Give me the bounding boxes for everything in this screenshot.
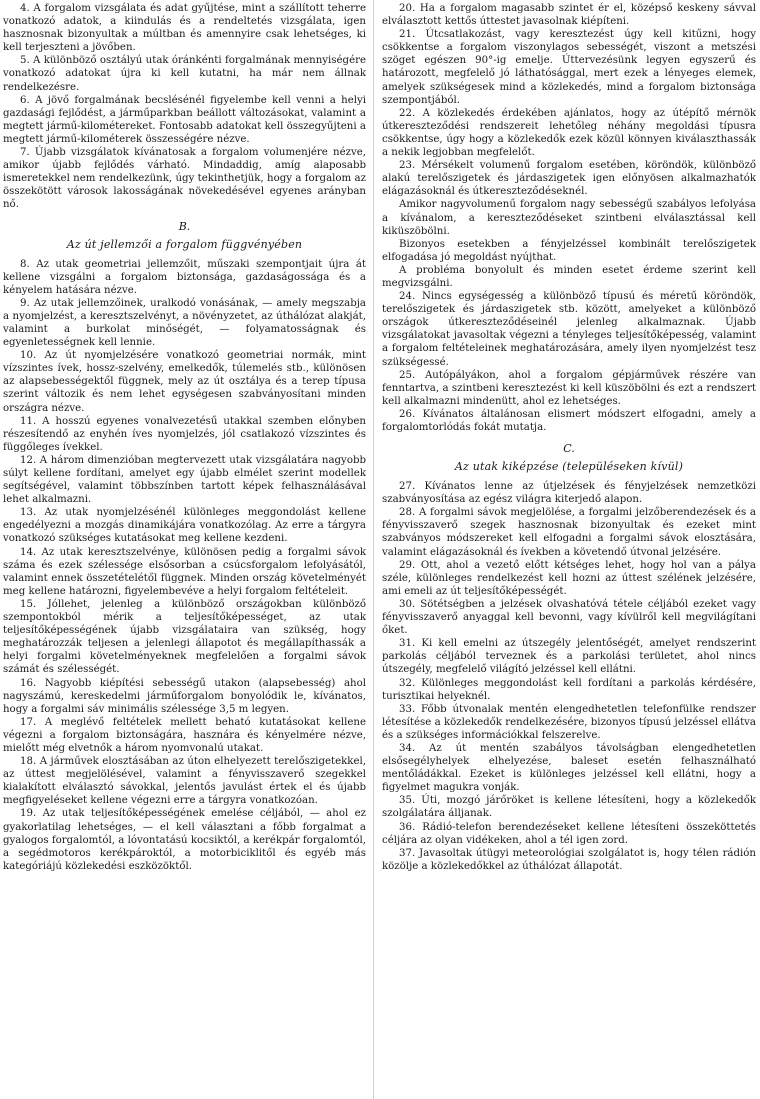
paragraph: 30. Sötétségben a jelzések olvashatóvá tétele céljából ezeket vagy fényvisszaverő anyaggal kell bevonni, vagy kívülről kell megvilágítani őket.	[382, 598, 756, 637]
paragraph: Amikor nagyvolumenű forgalom nagy sebességű szabályos lefolyása a kívánalom, a kereszteződéseket szintbeni elválasztással kell kiküszöbölni.	[382, 199, 756, 237]
paragraph: 12. A három dimenzióban megtervezett utak vizsgálatára nagyobb súlyt kellene fordítani, amelyet egy újabb elmélet szerint modellek segítségével, valamint többszínben tartott képek felhasználásával lehet alkalmazni.	[3, 454, 366, 506]
paragraph: 20. Ha a forgalom magasabb szintet ér el, középső keskeny sávval elválasztott kettős úttestet javasolnak kiépíteni.	[382, 3, 756, 28]
paragraph: 28. A forgalmi sávok megjelölése, a forgalmi jelzőberendezések és a fényvisszaverő szegek hasznosnak bizonyultak és ezeket mint szabványos módszereket kell elfogadni a forgalmi sávok elosztására, valamint elágazásoknál és ívekben a követendő útvonal jelzésére.	[382, 507, 756, 558]
section-title: Az utak kiképzése (településeken kívül)	[454, 460, 684, 474]
paragraph: 5. A különböző osztályú utak óránkénti forgalmának mennyiségére vonatkozó adatokat újra ki kell kutatni, ha már nem állnak rendelkezésre.	[3, 55, 366, 93]
paragraph: 8. Az utak geometriai jellemzőit, műszaki szempontjait újra át kellene vizsgálni a forgalom biztonsága, gazdaságossága és a kényelem hatására nézve.	[3, 258, 366, 296]
paragraph: 26. Kívánatos általánosan elismert módszert elfogadni, amely a forgalomtorlódás fokát mutatja.	[382, 408, 756, 433]
section-title: Az út jellemzői a forgalom függvényében	[66, 237, 303, 251]
paragraph: 23. Mérsékelt volumenű forgalom esetében, köröndök, különböző alakú terelőszigetek és járdaszigetek igen előnyösen alkalmazhatók elágazásoknál és útkereszteződéseknél.	[382, 160, 756, 198]
paragraph: 11. A hosszú egyenes vonalvezetésű utakkal szemben előnyben részesítendő az enyhén íves nyomjelzés, jól csatlakozó vízszintes és függőleges ívekkel.	[3, 415, 366, 453]
paragraph: 37. Javasoltak útügyi meteorológiai szolgálatot is, hogy télen rádión közölje a közlekedőkkel az úthálózat állapotát.	[382, 847, 756, 872]
paragraph: 31. Ki kell emelni az útszegély jelentőségét, amelyet rendszerint parkolás céljából terveznek és a parkolási területet, ahol nincs útszegély, megfelelő világító jelzéssel kell ellátni.	[382, 638, 756, 676]
paragraph: 7. Újabb vizsgálatok kívánatosak a forgalom volumenjére nézve, amikor újabb fejlődés várható. Mindaddig, amíg alaposabb ismeretekkel nem rendelkezünk, úgy tekinthetjük, hogy a forgalom az összekötött városok lakosságának növekedésével egyenes arányban nő.	[3, 147, 366, 211]
column-divider	[373, 0, 374, 1099]
paragraph: A probléma bonyolult és minden esetet érdeme szerint kell megvizsgálni.	[382, 264, 756, 289]
paragraph: 33. Főbb útvonalak mentén elengedhetetlen telefonfülke rendszer létesítése a közlekedők rendelkezésére, bizonyos típusú jelzéssel ellátva és a szükséges információkkal felszerelve.	[382, 703, 756, 741]
paragraph: 35. Úti, mozgó járőröket is kellene létesíteni, hogy a közlekedők szolgálatára álljanak.	[382, 795, 756, 820]
paragraph: 36. Rádió-telefon berendezéseket kellene létesíteni összeköttetés céljára az olyan vidékeken, ahol a tél igen zord.	[382, 821, 756, 846]
paragraph: 24. Nincs egységesség a különböző típusú és méretű köröndök, terelőszigetek és járdaszigetek stb. között, amelyeket a különböző országok útkereszteződéseinél jelenleg alkalmaznak. Újabb vizsgálatokat javasoltak végezni a tényleges teljesítőképesség, valamint a forgalom feltételeinek meghatározására, amely ilyen nyomjelzést tesz szükségessé.	[382, 291, 756, 368]
paragraph: 32. Különleges meggondolást kell fordítani a parkolás kérdésére, turisztikai helyeknél.	[382, 677, 756, 702]
paragraph: 17. A meglévő feltételek mellett beható kutatásokat kellene végezni a forgalom biztonságára, hasznára és kényelmére nézve, mielőtt még elvetnők a három nyomvonalú utakat.	[3, 716, 366, 754]
paragraph: 10. Az út nyomjelzésére vonatkozó geometriai normák, mint vízszintes ívek, hossz-szelvény, emelkedők, túlemelés stb., különösen az alapsebességektől függnek, mely az út osztálya és a terep típusa szerint változik és nem lehet egységesen szabványosítani minden országra nézve.	[3, 350, 366, 414]
section-letter: B.	[178, 219, 191, 233]
paragraph: 29. Ott, ahol a vezető előtt kétséges lehet, hogy hol van a pálya széle, különleges rendelkezést kell hozni az úttest szélének jelzésére, ami emeli az út teljesítőképességét.	[382, 559, 756, 597]
right-column	[382, 2, 756, 873]
paragraph: Bizonyos esetekben a fényjelzéssel kombinált terelőszigetek elfogadása jó megoldást nyújthat.	[382, 238, 756, 263]
paragraph: 13. Az utak nyomjelzésénél különleges meggondolást kellene engedélyezni a mozgás dinamikájára vonatkozólag. Az erre a tárgyra vonatkozó szükséges kutatásokat meg kellene kezdeni.	[3, 507, 366, 545]
paragraph: 27. Kívánatos lenne az útjelzések és fényjelzések nemzetközi szabványosítása az egész világra kiterjedő alapon.	[382, 481, 756, 506]
paragraph: 25. Autópályákon, ahol a forgalom gépjárművek részére van fenntartva, a szintbeni keresztezést ki kell küszöbölni és ezt a rendszert kell alkalmazni mindenütt, ahol ez lehetséges.	[382, 369, 756, 407]
left-column	[3, 2, 366, 873]
paragraph: 21. Útcsatlakozást, vagy keresztezést úgy kell kitűzni, hogy csökkentse a forgalom viszonylagos sebességét, viszont a metszési szöget egészen 90°-ig emelje. Úttervezésünk legyen egyszerű és határozott, megfelelő jó láthatósággal, mert ezek a lényeges elemek, amelyek szükségesek mind a közlekedés, mind a forgalom biztonsága szempontjából.	[382, 29, 756, 106]
paragraph: 6. A jövő forgalmának becslésénél figyelembe kell venni a helyi gazdasági fejlődést, a járműparkban beállott változásokat, valamint a megtett jármű-kilométereket. Fontosabb adatokat kell összegyűjteni a megtett jármű-kilométerek összességére nézve.	[3, 94, 366, 145]
section-letter: C.	[563, 442, 575, 456]
paragraph: 14. Az utak keresztszelvénye, különösen pedig a forgalmi sávok száma és ezek szélessége elsősorban a csúcsforgalom lefolyásától, valamint ennek összetételétől függnek. Minden ország követelményét meg kellene határozni, figyelembevéve a helyi forgalom feltételeit.	[3, 546, 366, 597]
paragraph: 15. Jóllehet, jelenleg a különböző országokban különböző szempontokból mérik a teljesítőképességet, az utak teljesítőképességének újabb vizsgálataira van szükség, hogy meghatározzák teljesen a jelenlegi állapotot és megállapíthassák a helyi forgalmi követelményeknek megfelelően a forgalmi sávok számát és szélességét.	[3, 598, 366, 676]
paragraph: 18. A járművek elosztásában az úton elhelyezett terelőszigetekkel, az úttest megjelölésével, valamint a fényvisszaverő szegekkel kialakított elválasztó sávokkal, jelentős javulást értek el és újabb megfigyeléseket kellene végezni erre a tárgyra vonatkozóan.	[3, 756, 366, 807]
paragraph: 19. Az utak teljesítőképességének emelése céljából, — ahol ez gyakorlatilag lehetséges, — el kell választani a főbb forgalmat a gyalogos forgalomtól, a lóvontatású kocsiktól, a kerékpár forgalomtól, a segédmotoros kerékpároktól, a motorbiciklitől és egyéb más kategóriájú közlekedési eszközöktől.	[3, 808, 366, 872]
paragraph: 4. A forgalom vizsgálata és adat gyűjtése, mint a szállított teherre vonatkozó adatok, a kiindulás és a rendeltetés vizsgálata, igen hasznosnak bizonyultak a múltban és amennyire csak lehetséges, ki kell terjeszteni a jövőben.	[3, 3, 366, 54]
paragraph: 34. Az út mentén szabályos távolságban elengedhetetlen elsősegélyhelyek elhelyezése, baleset esetén felhasználható mentőládákkal. Ezeket is különleges jelzéssel kell ellátni, hogy a figyelmet magukra vonják.	[382, 742, 756, 794]
paragraph: 9. Az utak jellemzőinek, uralkodó vonásának, — amely megszabja a nyomjelzést, a keresztszelvényt, a növényzetet, az úthálózat alakját, valamint a burkolat minőségét, — folyamatosságnak és egyenletességnek kell lennie.	[3, 297, 366, 349]
paragraph: 22. A közlekedés érdekében ajánlatos, hogy az útépítő mérnök útkereszteződési rendszereit lehetőleg néhány megoldási típusra csökkentse, úgy hogy a közlekedők ezek közül könnyen kiválaszthassák a nekik legjobban megfelelőt.	[382, 107, 756, 159]
paragraph: 16. Nagyobb kiépítési sebességű utakon (alapsebesség) ahol nagyszámú, kereskedelmi járműforgalom bonyolódik le, kívánatos, hogy a forgalmi sáv minimális szélessége 3,5 m legyen.	[3, 677, 366, 715]
